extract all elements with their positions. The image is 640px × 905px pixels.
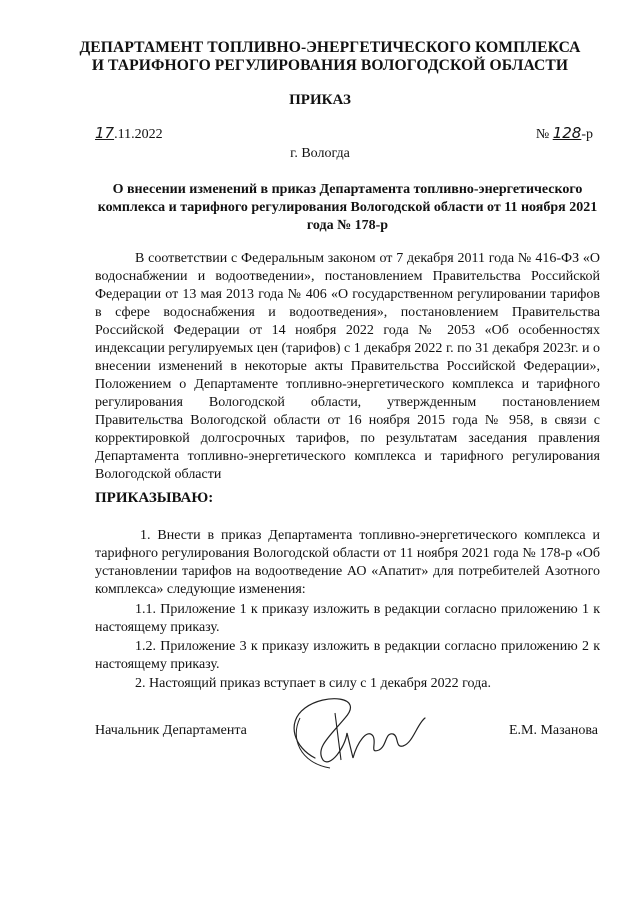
number-prefix: № xyxy=(535,127,553,142)
date-day-handwritten: 17 xyxy=(95,124,115,142)
document-city: г. Вологда xyxy=(290,146,350,161)
department-header-line-2: И ТАРИФНОГО РЕГУЛИРОВАНИЯ ВОЛОГОДСКОЙ ОБЛАСТИ xyxy=(91,57,569,74)
order-item-2: 2. Настоящий приказ вступает в силу с 1 декабря 2022 года. xyxy=(135,676,491,691)
date-rest: .11.2022 xyxy=(114,127,163,142)
order-item-1-1: 1.1. Приложение 1 к приказу изложить в редакции согласно приложению 1 к настоящему приказу. xyxy=(95,602,600,635)
department-header-line-1: ДЕПАРТАМЕНТ ТОПЛИВНО-ЭНЕРГЕТИЧЕСКОГО КОМПЛЕКСА xyxy=(79,39,581,56)
order-word: ПРИКАЗЫВАЮ: xyxy=(95,490,214,506)
number-handwritten: 128 xyxy=(552,124,582,142)
number-suffix: -р xyxy=(581,127,593,142)
order-item-1: 1. Внести в приказ Департамента топливно-энергетического комплекса и тарифного регулирования Вологодской области от 11 ноября 2021 года № 178-р «Об установлении тарифов на водоотведение АО «Апатит» для потребителей Азотного комплекса» следующие изменения: xyxy=(95,528,600,597)
document-subject: О внесении изменений в приказ Департамента топливно-энергетического комплекса и тарифного регулирования Вологодской области от 11 ноября 2021 года № 178-р xyxy=(97,182,598,233)
handwritten-signature xyxy=(275,688,445,778)
document-number xyxy=(536,124,593,143)
signatory-role: Начальник Департамента xyxy=(95,723,247,738)
document-type: ПРИКАЗ xyxy=(289,92,351,108)
document-date xyxy=(95,124,163,143)
order-item-1-2: 1.2. Приложение 3 к приказу изложить в редакции согласно приложению 2 к настоящему приказу. xyxy=(95,639,600,672)
signatory-name: Е.М. Мазанова xyxy=(508,723,598,738)
preamble-paragraph: В соответствии с Федеральным законом от 7 декабря 2011 года № 416-ФЗ «О водоснабжении и водоотведении», постановлением Правительства Российской Федерации от 13 мая 2013 года № 406 «О государственном регулировании тарифов в сфере водоснабжения и водоотведения», постановлением Правительства Российской Федерации от 14 ноября 2022 года № 2053 «Об особенностях индексации регулируемых цен (тарифов) с 1 декабря 2022 г. по 31 декабря 2023г. и о внесении изменений в некоторые акты Правительства Российской Федерации», Положением о Департаменте топливно-энергетического комплекса и тарифного регулирования Вологодской области, утвержденным постановлением Правительства Вологодской области от 16 ноября 2015 года № 958, в связи с корректировкой долгосрочных тарифов, по результатам заседания правления Департамента топливно-энергетического комплекса и тарифного регулирования Вологодской области xyxy=(95,251,600,482)
